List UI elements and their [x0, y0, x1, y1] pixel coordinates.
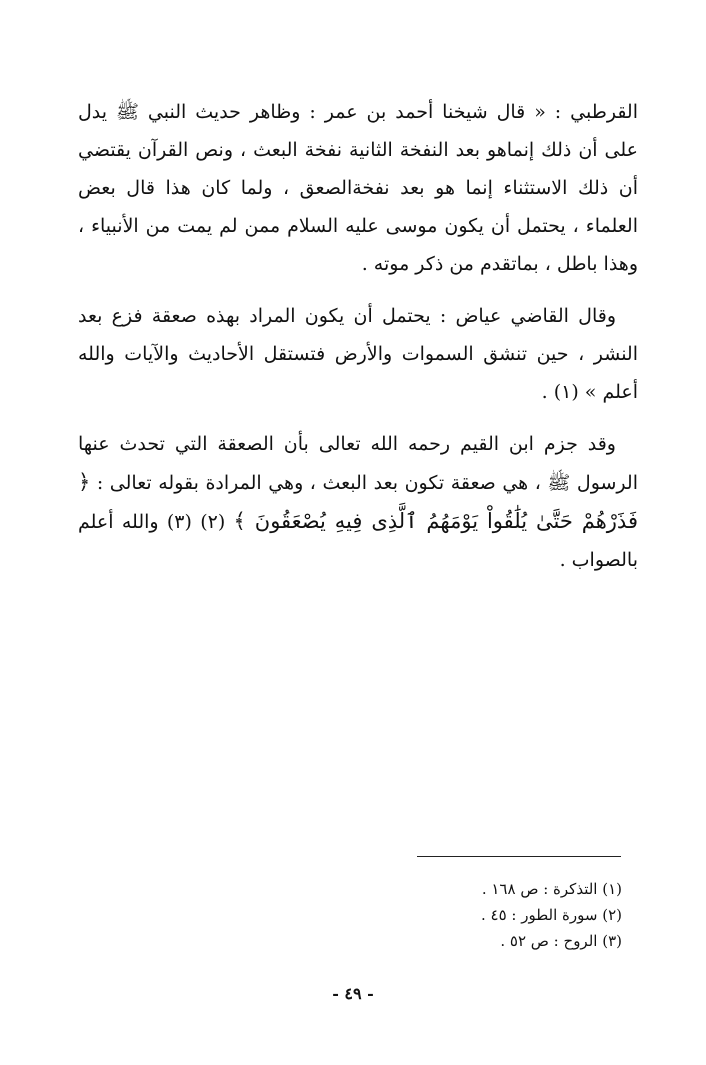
- ibn-qayyim-ending: (٢) (٣) والله أعلم بالصواب .: [78, 511, 638, 571]
- page-number: - ٤٩ -: [332, 984, 374, 1003]
- ibn-qayyim-intro: وقد جزم ابن القيم رحمه الله تعالى بأن الصعقة التي تحدث عنها الرسول ﷺ ، هي صعقة تكون بعد البعث ، وهي المرادة بقوله تعالى :: [78, 433, 638, 494]
- footnote-3: (٣) الروح : ص ٥٢ .: [500, 932, 622, 950]
- paragraph-ibn-qayyim: [78, 425, 638, 579]
- footnotes: [362, 876, 622, 954]
- paragraph-qadi-iyad: وقال القاضي عياض : يحتمل أن يكون المراد بهذه صعقة فزع بعد النشر ، حين تنشق السموات والأرض فتستقل الأحاديث والآيات والله أعلم » (١) .: [78, 305, 638, 403]
- main-text: [78, 93, 638, 579]
- footnote-divider: [417, 856, 621, 857]
- quran-verse: ﴿ فَذَرْهُمْ حَتَّىٰ يُلَٰقُواْ يَوْمَهُمُ ٱلَّذِى فِيهِ يُصْعَقُونَ ﴾: [78, 470, 638, 533]
- footnote-2: (٢) سورة الطور : ٤٥ .: [480, 906, 622, 924]
- footnote-1: (١) التذكرة : ص ١٦٨ .: [481, 880, 622, 898]
- paragraph-qurtubi-quote: القرطبي : « قال شيخنا أحمد بن عمر : وظاهر حديث النبي ﷺ يدل على أن ذلك إنماهو بعد النفخة الثانية نفخة البعث ، ونص القرآن يقتضي أن ذلك الاستثناء إنما هو بعد نفخةالصعق ، ولما كان هذا قال بعض العلماء ، يحتمل أن يكون موسى عليه السلام ممن لم يمت من الأنبياء ، وهذا باطل ، بماتقدم من ذكر موته .: [78, 101, 638, 275]
